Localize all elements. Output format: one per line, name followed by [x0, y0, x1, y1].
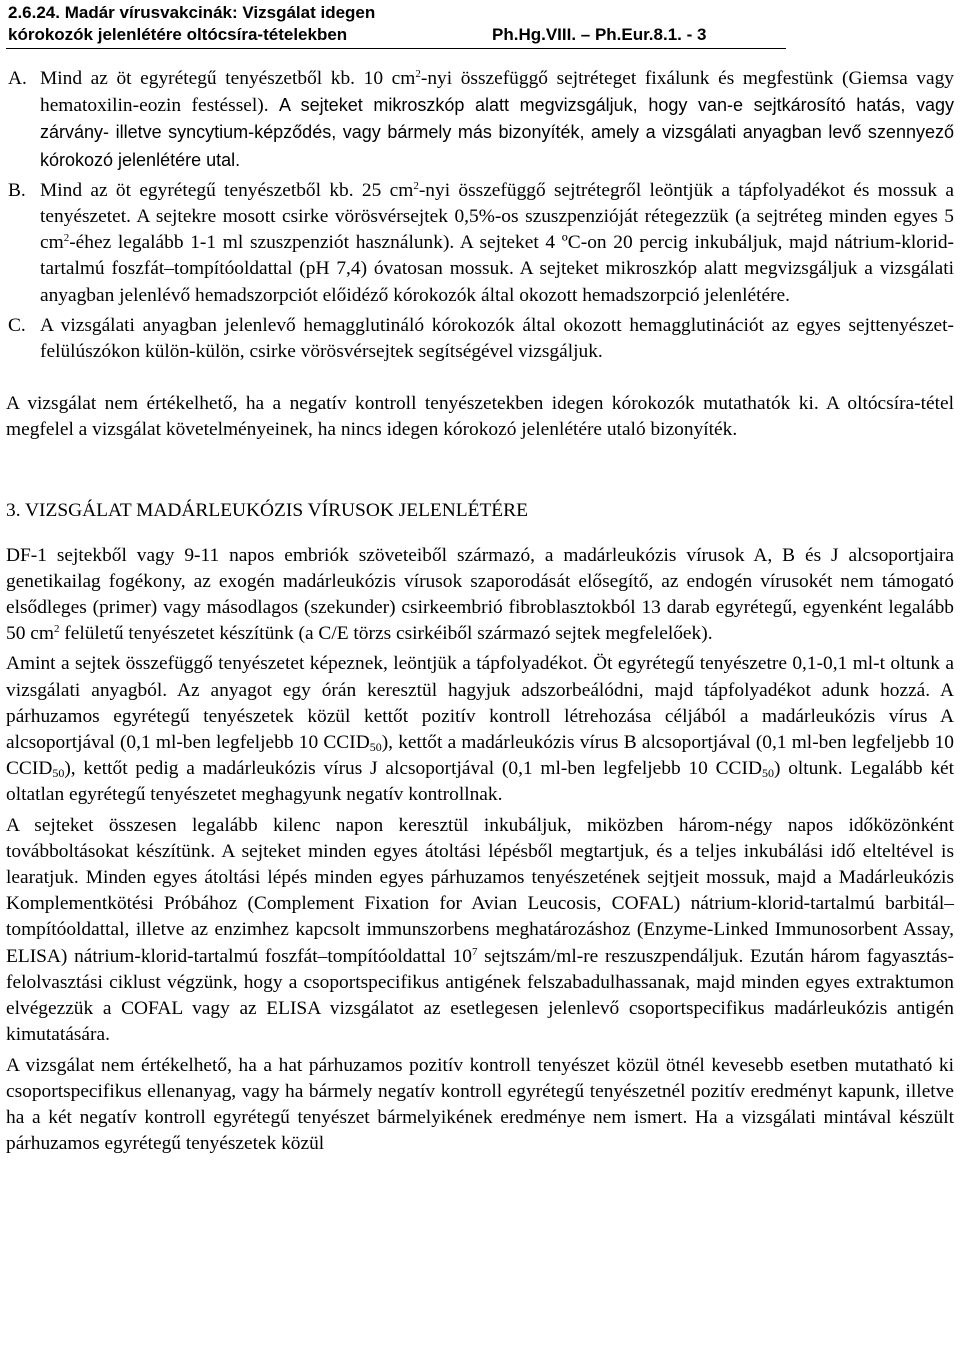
paragraph-item-c — [6, 313, 954, 365]
section-3-p2-text-b: ), kettőt a madárleukózis vírus B alcsoportjával (0,1 ml-ben legfeljebb 10 CCID — [6, 732, 954, 780]
item-b-label: B. — [8, 179, 26, 201]
section-3-p3-text-a: A sejteket összesen legalább kilenc napon keresztül inkubáljuk, miközben három-négy napos időközönként továbboltásokat készítünk. A sejteket minden egyes átoltási lépésből megtartjuk, és a teljes inkubálási idő elteltével is learatjuk. Minden egyes átoltási lépés minden egyes párhuzamos tenyészetének sejtjeit mossuk, majd a Madárleukózis Komplementkötési Próbához (Complement Fixation for Avian Leucosis, COFAL) nátrium-klorid-tartalmú barbitál–tompítóoldattal, illetve az enzimhez kapcsolt immunszorbens meghatározáshoz (Enzyme-Linked Immunosorbent Assay, ELISA) nátrium-klorid-tartalmú foszfát–tompítóoldattal 10 — [6, 814, 954, 967]
section-3-p1-text-b: felületű tenyészetet készítünk (a C/E törzs csirkéiből származó sejtek megfelelőek). — [59, 623, 713, 645]
section-3-paragraph-3 — [6, 813, 954, 1049]
item-a-label: A. — [8, 68, 27, 89]
section-3-p2-subscript-1: 50 — [369, 740, 382, 755]
item-b-text-1: Mind az öt egyrétegű tenyészetből kb. 25 cm — [40, 179, 414, 201]
item-a-text-1: Mind az öt egyrétegű tenyészetből kb. 10 cm — [40, 68, 416, 89]
item-b-superscript-2: 2 — [63, 232, 70, 245]
item-b-text-2: -nyi összefüggő sejtrétegről leöntjük a tápfolyadékot és mossuk a tenyészetet. A sejtekre mosott csirke vörösvérsejtek 0,5%-os szuszpenzióját rétegezzük (a sejtréteg minden egyes 5 cm — [40, 179, 954, 254]
validity-paragraph: A vizsgálat nem értékelhető, ha a negatív kontroll tenyészetekben idegen kórokozók mutathatók ki. A oltócsíra-tétel megfelel a vizsgálat követelményeinek, ha nincs idegen kórokozó jelenlétére utaló bizonyíték. — [6, 393, 954, 441]
header-pharmacopoeia-reference: Ph.Hg.VIII. – Ph.Eur.8.1. - 3 — [492, 25, 707, 44]
section-3-p1-superscript: 2 — [53, 623, 60, 636]
section-3-p2-text-c: ), kettőt pedig a madárleukózis vírus J alcsoportjával (0,1 ml-ben legfeljebb 10 CCID — [64, 758, 762, 780]
item-a-superscript: 2 — [415, 68, 421, 80]
item-a-text-3: A sejteket mikroszkóp alatt megvizsgáljuk, hogy van-e sejtkárosító hatás, vagy zárvány- illetve syncytium-képződés, vagy bármely más bizonyíték, amely a vizsgálati anyagban levő szennyező kórokozó jelenlétére utal. — [40, 95, 954, 170]
section-3-p2-subscript-2: 50 — [52, 766, 65, 781]
section-3-p3-superscript: 7 — [471, 945, 478, 958]
section-3-p2-subscript-3: 50 — [761, 766, 774, 781]
section-3-p2-text-a: Amint a sejtek összefüggő tenyészetet képeznek, leöntjük a tápfolyadékot. Öt egyrétegű tenyészetre 0,1-0,1 ml-t oltunk a vizsgálati anyagból. Az anyagot egy órán keresztül hagyjuk adszorbeálódni, majd tápfolyadékot adunk hozzá. A párhuzamos egyrétegű tenyészetek közül kettőt pozitív kontroll létrehozása céljából a madárleukózis vírus A alcsoportjával (0,1 ml-ben legfeljebb 10 CCID — [6, 653, 954, 754]
section-3-paragraph-4: A vizsgálat nem értékelhető, ha a hat párhuzamos pozitív kontroll tenyészet közül ötnél kevesebb esetben mutatható ki csoportspecifikus ellenanyag, vagy ha bármely negatív kontroll egyrétegű tenyészetnél pozitív eredményt kapunk, illetve ha a két negatív kontroll egyrétegű tenyészet bármelyikének eredménye nem ismert. Ha a vizsgálati mintával készült párhuzamos egyrétegű tenyészetek közül — [6, 1054, 954, 1155]
item-c-text: A vizsgálati anyagban jelenlevő hemagglutináló kórokozók által okozott hemagglutinációt az egyes sejttenyészet-felülúszókon külön-külön, csirke vörösvérsejtek segítségével vizsgáljuk. — [40, 314, 954, 363]
section-3-p3-text-b: sejtszám/ml-re reszuszpendáljuk. Ezután három fagyasztás-felolvasztási ciklust végzünk, hogy a csoportspecifikus antigének felszabadulhassanak, majd minden egyes extraktumon elvégezzük a COFAL vagy az ELISA vizsgálatot az esetlegesen jelenlevő csoportspecifikus madárleukózis antigén kimutatására. — [6, 945, 954, 1046]
item-b-superscript-1: 2 — [413, 179, 419, 192]
section-3-paragraph-2 — [6, 651, 954, 808]
item-b-text-3: -éhez legalább 1-1 ml szuszpenziót használunk). A sejteket 4 ºC-on 20 percig inkubáljuk, majd nátrium-klorid-tartalmú foszfát–tompítóoldattal (pH 7,4) óvatosan mossuk. A sejteket mikroszkóp alatt megvizsgáljuk a vizsgálati anyagban jelenlévő hemadszorpciót előidéző kórokozók által okozott hemadszorpció jelenlétére. — [40, 232, 954, 306]
item-a-text-2: -nyi összefüggő sejtréteget fixálunk és megfestünk (Giemsa vagy hematoxilin-eozin festéssel). — [40, 68, 954, 117]
paragraph-item-a — [6, 66, 954, 174]
section-3-p1-text-a: DF-1 sejtekből vagy 9-11 napos embriók szöveteiből származó, a madárleukózis vírusok A, B és J alcsoportjaira genetikailag fogékony, az exogén madárleukózis vírusok szaporodását elősegítő, az endogén vírusokét nem támogató elsődleges (primer) vagy másodlagos (szekunder) csirkeembrió fibroblasztokból 13 darab egyrétegű, egyenként legalább 50 cm — [6, 544, 954, 645]
header-chapter-subtitle: kórokozók jelenlétére oltócsíra-tételekben — [8, 25, 348, 44]
section-3-p2-text-d: ) oltunk. Legalább két oltatlan egyrétegű tenyészetet meghagyunk negatív kontrollnak. — [6, 758, 955, 806]
item-c-label: C. — [8, 314, 26, 336]
page-header — [6, 0, 954, 50]
section-3-paragraph-1 — [6, 543, 954, 648]
header-chapter-title: 2.6.24. Madár vírusvakcinák: Vizsgálat idegen — [8, 3, 376, 22]
section-3-heading: 3. VIZSGÁLAT MADÁRLEUKÓZIS VÍRUSOK JELENLÉTÉRE — [6, 499, 528, 521]
paragraph-item-b — [6, 178, 954, 309]
header-rule — [6, 48, 786, 49]
